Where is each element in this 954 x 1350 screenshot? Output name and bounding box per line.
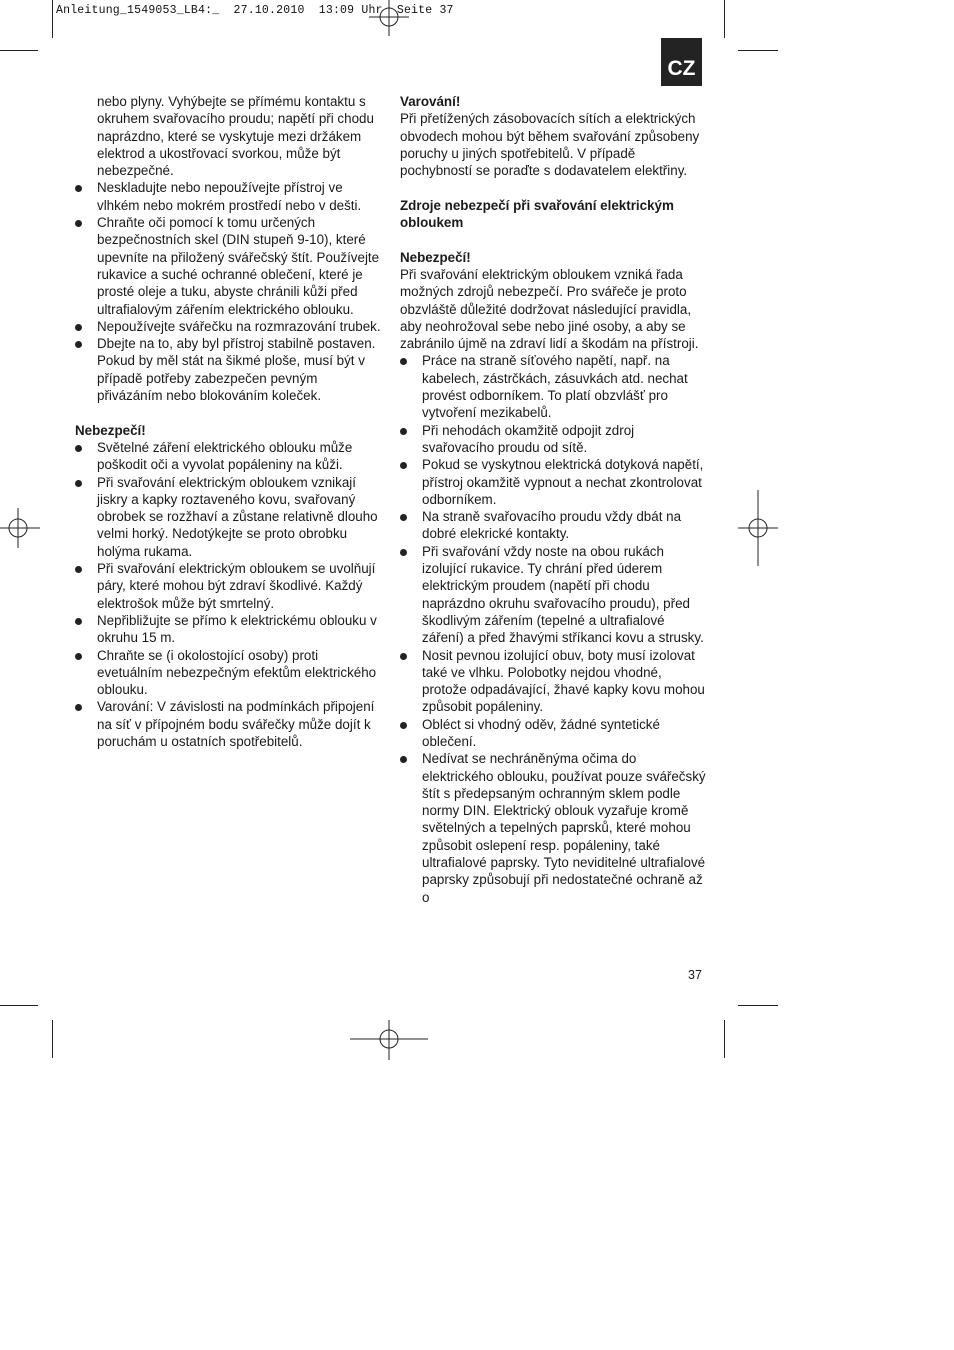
bullet-icon <box>75 566 82 573</box>
bullet-icon <box>75 445 82 452</box>
bullet-icon <box>75 324 82 331</box>
list-item: Nedívat se nechráněnýma očima do elektrického oblouku, používat pouze svářečský štít s předepsaným ochranným sklem podle normy DIN. Elektrický oblouk vyzařuje kromě světelných a tepelných paprsků, které mohou způsobit oslepení resp. popáleniny, také ultrafialové paprsky. Tyto neviditelné ultrafialové paprsky způsobují při nedostatečné ochraně až o <box>400 750 710 906</box>
bullet-icon <box>75 618 82 625</box>
section-heading: Nebezpečí! <box>400 249 471 265</box>
bullet-icon <box>400 722 407 729</box>
list-item: Pokud se vyskytnou elektrická dotyková napětí, přístroj okamžitě vypnout a nechat zkontrolovat odborníkem. <box>400 456 710 508</box>
bullet-icon <box>400 549 407 556</box>
registration-mark <box>0 508 40 548</box>
right-column <box>400 93 710 906</box>
crop-mark <box>0 1005 38 1006</box>
list-item: Při svařování elektrickým obloukem vznikají jiskry a kapky roztaveného kovu, svařovaný obrobek se rozžhaví a zůstane relativně dlouho velmi horký. Nedotýkejte se proto obrobku holýma rukama. <box>75 474 385 560</box>
bullet-icon <box>75 653 82 660</box>
bullet-list <box>75 439 385 750</box>
left-column <box>75 93 385 750</box>
crop-mark <box>52 1020 53 1058</box>
section-heading: Varování! <box>400 94 461 109</box>
list-item: Světelné záření elektrického oblouku může poškodit oči a vyvolat popáleniny na kůži. <box>75 439 385 474</box>
bullet-icon <box>75 220 82 227</box>
crop-mark <box>724 0 725 38</box>
list-item: Varování: V závislosti na podmínkách připojení na síť v přípojném bodu svářečky může dojít k poruchám u ostatních spotřebitelů. <box>75 698 385 750</box>
list-item: Na straně svařovacího proudu vždy dbát na dobré elekrické kontakty. <box>400 508 710 543</box>
registration-mark <box>350 1020 428 1060</box>
registration-mark <box>738 490 778 566</box>
list-item: Nosit pevnou izolující obuv, boty musí izolovat také ve vlhku. Polobotky nejdou vhodné, protože odpadávající, žhavé kapky kovu mohou způsobit popáleniny. <box>400 647 710 716</box>
bullet-icon <box>400 514 407 521</box>
crop-mark <box>738 1005 778 1006</box>
crop-mark <box>0 50 38 51</box>
crop-mark <box>724 1020 725 1058</box>
list-item: Neskladujte nebo nepoužívejte přístroj ve vlhkém nebo mokrém prostředí nebo v dešti. <box>75 179 385 214</box>
bullet-list <box>75 179 385 404</box>
bullet-icon <box>75 185 82 192</box>
bullet-icon <box>400 462 407 469</box>
registration-mark <box>369 0 409 36</box>
crop-mark <box>52 0 53 38</box>
crop-mark <box>738 50 778 51</box>
bullet-icon <box>75 341 82 348</box>
print-slug: Anleitung_1549053_LB4:_ 27.10.2010 13:09 Uhr Seite 37 <box>56 4 454 17</box>
language-tab: CZ <box>661 38 702 86</box>
list-item: Chraňte se (i okolostojící osoby) proti evetuálním nebezpečným efektům elektrického oblouku. <box>75 647 385 699</box>
list-item: Nepoužívejte svářečku na rozmrazování trubek. <box>75 318 385 335</box>
list-item: Obléct si vhodný oděv, žádné syntetické oblečení. <box>400 716 710 751</box>
section-heading: Nebezpečí! <box>75 422 146 438</box>
section-heading: Zdroje nebezpečí při svařování elektrickým obloukem <box>400 197 674 231</box>
list-item: Při nehodách okamžitě odpojit zdroj svařovacího proudu od sítě. <box>400 422 710 457</box>
bullet-list <box>400 352 710 906</box>
danger-paragraph: Při svařování elektrickým obloukem vzniká řada možných zdrojů nebezpečí. Pro svářeče je proto obzvláště důležité dodržovat následující pravidla, aby neohrožoval sebe nebo jiné osoby, a aby se zabránilo újmě na zdraví lidí a škodám na přístroji. <box>400 266 699 352</box>
bullet-icon <box>400 756 407 763</box>
bullet-icon <box>75 480 82 487</box>
bullet-icon <box>400 428 407 435</box>
list-item: Nepřibližujte se přímo k elektrickému oblouku v okruhu 15 m. <box>75 612 385 647</box>
list-item: Při svařování vždy noste na obou rukách izolující rukavice. Ty chrání před úderem elektrickým proudem (napětí při chodu naprázdno okruhu svařovacího proudu), před škodlivým zářením (tepelné a ultrafialové záření) a před žhavými stříkanci kovu a strusky. <box>400 543 710 647</box>
bullet-icon <box>400 653 407 660</box>
list-item: Při svařování elektrickým obloukem se uvolňují páry, které mohou být zdraví škodlivé. Každý elektrošok může být smrtelný. <box>75 560 385 612</box>
list-item: Práce na straně síťového napětí, např. na kabelech, zástrčkách, zásuvkách atd. nechat provést odborníkem. To platí obzvlášť pro vytvoření mezikabelů. <box>400 352 710 421</box>
page-number: 37 <box>688 968 702 982</box>
bullet-icon <box>75 704 82 711</box>
bullet-icon <box>400 358 407 365</box>
warning-paragraph: Při přetížených zásobovacích sítích a elektrických obvodech mohou být během svařování způsobeny poruchy u jiných spotřebitelů. V případě pochybností se poraďte s dodavatelem elektřiny. <box>400 111 700 179</box>
list-item: Dbejte na to, aby byl přístroj stabilně postaven. Pokud by měl stát na šikmé ploše, musí být v případě potřeby zabezpečen pevným přivázáním nebo blokováním koleček. <box>75 335 385 404</box>
continuation-paragraph: nebo plyny. Vyhýbejte se přímému kontaktu s okruhem svařovacího proudu; napětí při chodu naprázdno, které se vyskytuje mezi držákem elektrod a ukostřovací svorkou, může být nebezpečné. <box>97 94 374 179</box>
list-item: Chraňte oči pomocí k tomu určených bezpečnostních skel (DIN stupeň 9-10), které upevníte na přiložený svářečský štít. Používejte rukavice a suché ochranné oblečení, které je prosté oleje a tuku, abyste chránili kůži před ultrafialovým zářením elektrického oblouku. <box>75 214 385 318</box>
